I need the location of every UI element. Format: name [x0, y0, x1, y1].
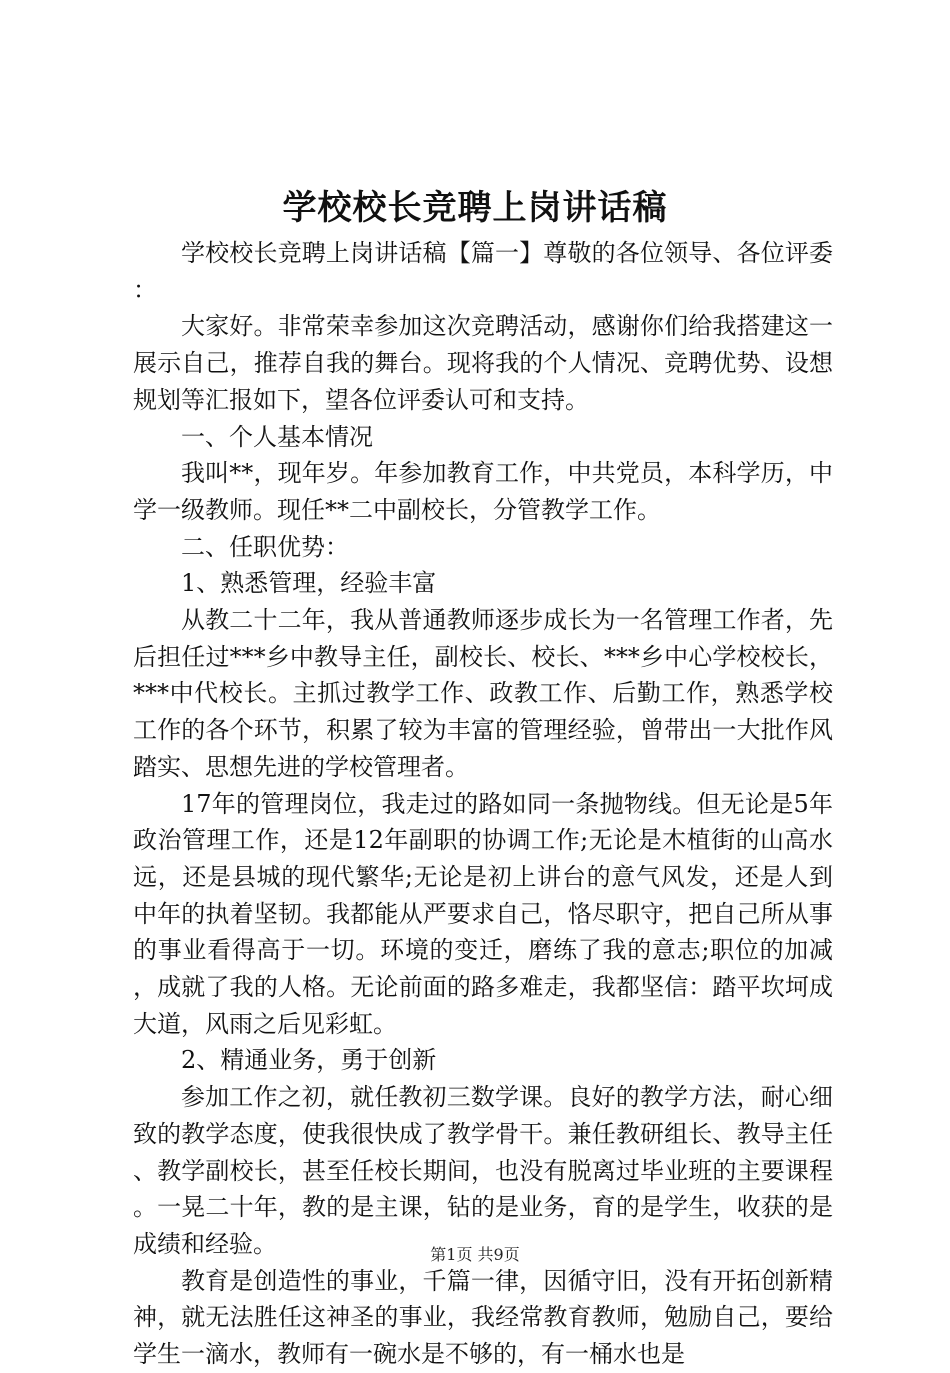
subheading-management-experience: 1、熟悉管理，经验丰富: [181, 569, 437, 598]
subheading-expertise-innovation: 2、精通业务，勇于创新: [181, 1046, 437, 1075]
section-heading-personal-info: 一、个人基本情况: [181, 422, 373, 451]
paragraph-teaching-experience: 参加工作之初，就任教初三数学课。良好的教学方法，耐心细致的教学态度，使我很快成了教学骨干。兼任教研组长、教导主任、教学副校长，甚至任校长期间，也没有脱离过毕业班的主要课程。一晃二十年，教的是主课，钻的是业务，育的是学生，收获的是成绩和经验。: [133, 1083, 833, 1258]
paragraph-management-experience: 从教二十二年，我从普通教师逐步成长为一名管理工作者，先后担任过***乡中教导主任，副校长、校长、***乡中心学校校长，***中代校长。主抓过教学工作、政教工作、后勤工作，熟悉学校工作的各个环节，积累了较为丰富的管理经验，曾带出一大批作风踏实、思想先进的学校管理者。: [133, 606, 833, 781]
section-heading-advantages: 二、任职优势：: [181, 532, 349, 561]
paragraph-innovation: 教育是创造性的事业，千篇一律，因循守旧，没有开拓创新精神，就无法胜任这神圣的事业，我经常教育教师，勉励自己，要给学生一滴水，教师有一碗水是不够的，有一桶水也是: [133, 1266, 833, 1369]
paragraph-greeting: 大家好。非常荣幸参加这次竞聘活动，感谢你们给我搭建这一展示自己，推荐自我的舞台。现将我的个人情况、竞聘优势、设想规划等汇报如下，望各位评委认可和支持。: [133, 312, 833, 414]
document-title: 学校校长竞聘上岗讲话稿: [282, 188, 668, 228]
paragraph-career-path: 17年的管理岗位，我走过的路如同一条抛物线。但无论是5年政治管理工作，还是12年副职的协调工作;无论是木植街的山高水远，还是县城的现代繁华;无论是初上讲台的意气风发，还是人到中年的执着坚韧。我都能从严要求自己，恪尽职守，把自己所从事的事业看得高于一切。环境的变迁，磨练了我的意志;职位的加减，成就了我的人格。无论前面的路多难走，我都坚信：踏平坎坷成大道，风雨之后见彩虹。: [133, 789, 833, 1038]
page-number-footer: 第1页 共9页: [430, 1245, 520, 1264]
document-body: [133, 235, 833, 1373]
paragraph-salutation: 学校校长竞聘上岗讲话稿【篇一】尊敬的各位领导、各位评委：: [133, 239, 833, 304]
paragraph-personal-info: 我叫**，现年岁。年参加教育工作，中共党员，本科学历，中学一级教师。现任**二中副校长，分管教学工作。: [133, 459, 833, 524]
